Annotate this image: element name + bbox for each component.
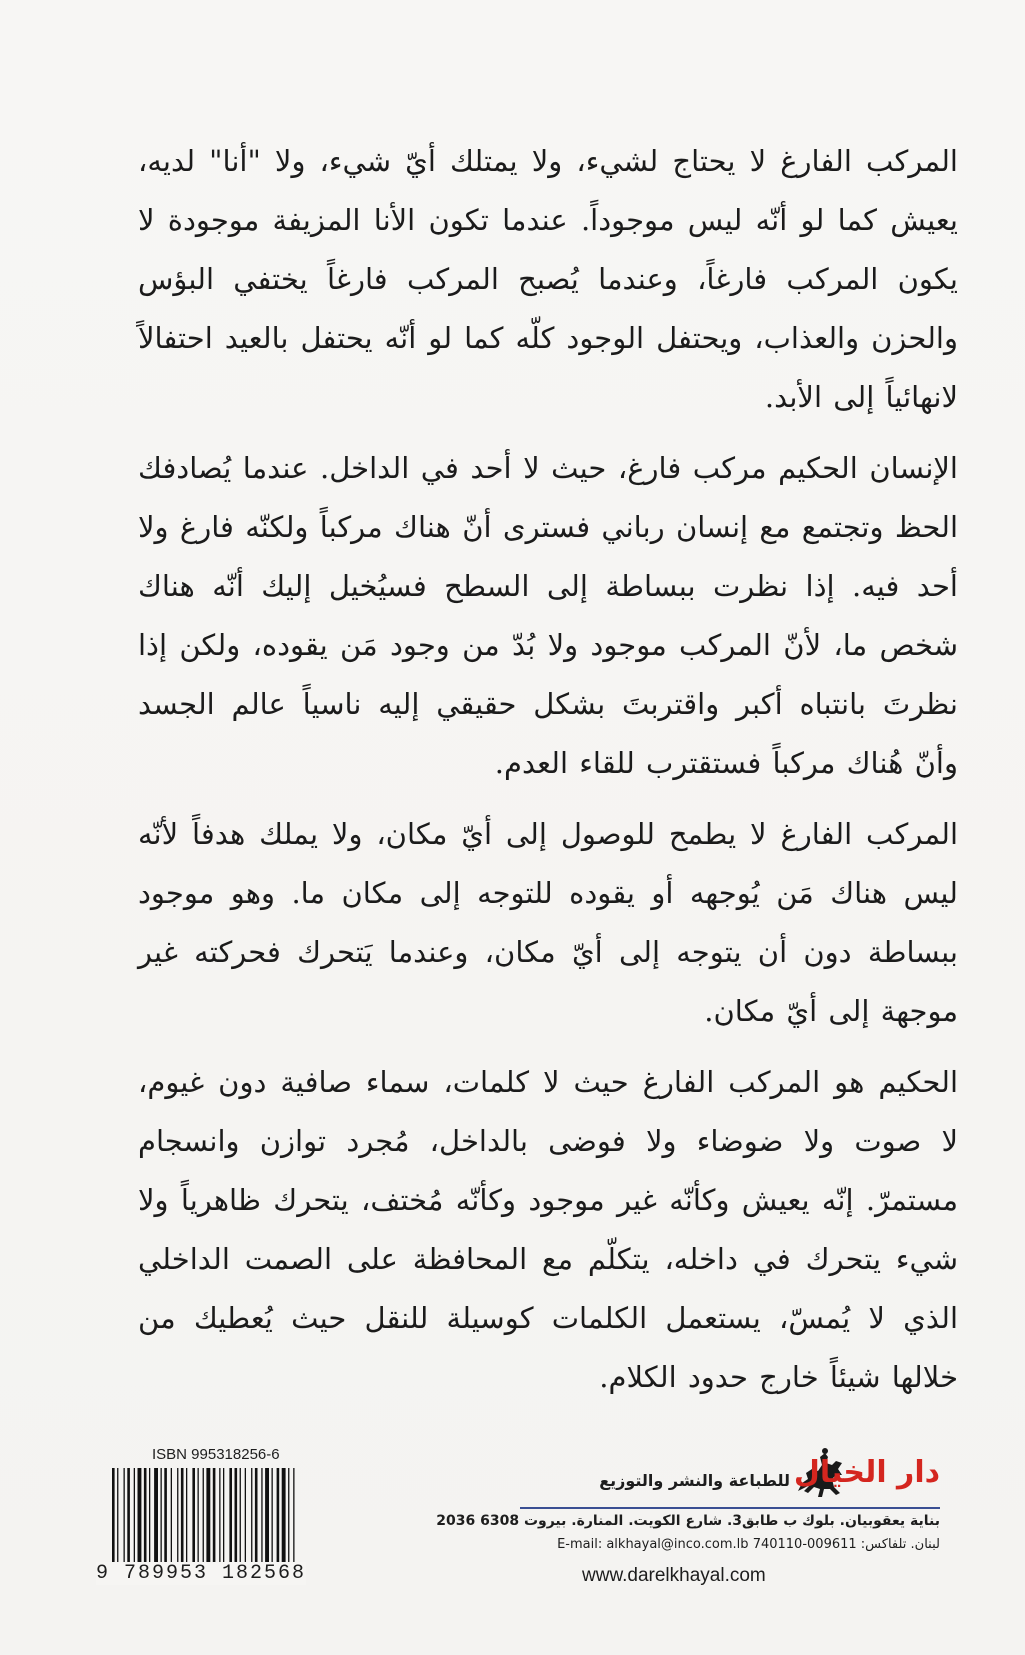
barcode-bar <box>277 1468 280 1568</box>
barcode-bar <box>124 1468 125 1568</box>
barcode-bar <box>261 1468 262 1568</box>
barcode-bar <box>282 1468 286 1568</box>
paragraph-3: المركب الفارغ لا يطمح للوصول إلى أيّ مكان، ولا يملك هدفاً لأنّه ليس هناك مَن يُوجهه أو يقوده للتوجه إلى مكان ما. وهو موجود ببساطة دون أن يتوجه إلى أيّ مكان، وعندما يَتحرك فحركته غير موجهة إلى أيّ مكان. <box>138 817 958 1028</box>
publisher-contact: لبنان. تلفاكس: 009611-740110 E-mail: alkhayal@inco.com.lb <box>557 1537 940 1552</box>
barcode-bar <box>219 1468 220 1568</box>
body-text <box>138 132 958 1421</box>
paragraph-2: الإنسان الحكيم مركب فارغ، حيث لا أحد في الداخل. عندما يُصادفك الحظ وتجتمع مع إنسان رباني فسترى أنّ هناك مركباً ولكنّه فارغ ولا أحد فيه. إذا نظرت ببساطة إلى السطح فسيُخيل إليك أنّه هناك شخص ما، لأنّ المركب موجود ولا بُدّ من وجود مَن يقوده، ولكن إذا نظرتَ بانتباه أكبر واقتربتَ بشكل حقيقي إليه ناسياً عالم الجسد وأنّ هُناك مركباً فستقترب للقاء العدم. <box>138 451 958 780</box>
publisher-divider <box>520 1507 940 1509</box>
barcode-bar <box>171 1468 172 1568</box>
isbn-label: ISBN 995318256-6 <box>152 1446 280 1463</box>
barcode-bar <box>144 1468 147 1568</box>
barcode-bar <box>181 1468 184 1568</box>
barcode-bar <box>198 1468 199 1568</box>
barcode-bar <box>164 1468 167 1568</box>
publisher-logo-text: دار الخيال <box>793 1455 940 1490</box>
barcode-bar <box>134 1468 135 1568</box>
barcode-bar <box>255 1468 258 1568</box>
barcode-digits: 9 789953 182568 <box>96 1562 307 1585</box>
barcode-bar <box>235 1468 238 1568</box>
barcode-bar <box>192 1468 195 1568</box>
barcode-bar <box>127 1468 130 1568</box>
barcode-bar <box>240 1468 241 1568</box>
barcode-bar <box>186 1468 187 1568</box>
barcode-bar <box>177 1468 178 1568</box>
publisher-address: بناية يعقوبيان. بلوك ب طابق3. شارع الكويت. المنارة. بيروت 6308 2036 <box>436 1513 940 1529</box>
barcode-bar <box>229 1468 232 1568</box>
barcode-bar <box>138 1468 142 1568</box>
publisher-block <box>436 1445 940 1595</box>
publisher-website[interactable]: www.darelkhayal.com <box>582 1565 766 1586</box>
barcode-bar <box>154 1468 158 1568</box>
barcode-bar <box>161 1468 162 1568</box>
barcode-bar <box>265 1468 269 1568</box>
paragraph-4: الحكيم هو المركب الفارغ حيث لا كلمات، سماء صافية دون غيوم، لا صوت ولا ضوضاء ولا فوضى بالداخل، مُجرد توازن وانسجام مستمرّ. إنّه يعيش وكأنّه غير موجود وكأنّه مُختف، يتحرك ظاهرياً ولا شيء يتحرك في داخله، يتكلّم مع المحافظة على الصمت الداخلي الذي لا يُمسّ، يستعمل الكلمات كوسيلة للنقل حيث يُعطيك من خلالها شيئاً خارج حدود الكلام. <box>138 1065 958 1394</box>
barcode-bar <box>251 1468 252 1568</box>
publisher-tagline: للطباعة والنشر والتوزيع <box>599 1471 790 1490</box>
barcode-bar <box>272 1468 273 1568</box>
isbn-barcode <box>96 1446 307 1596</box>
barcode-bar <box>223 1468 224 1568</box>
paragraph-1: المركب الفارغ لا يحتاج لشيء، ولا يمتلك أيّ شيء، ولا "أنا" لديه، يعيش كما لو أنّه ليس موجوداً. عندما تكون الأنا المزيفة موجودة لا يكون المركب فارغاً، وعندما يُصبح المركب فارغاً يختفي البؤس والحزن والعذاب، ويحتفل الوجود كلّه كما لو أنّه يحتفل بالعيد احتفالاً لانهائياً إلى الأبد. <box>138 144 958 414</box>
barcode-bar <box>149 1468 150 1568</box>
barcode-bar <box>213 1468 216 1568</box>
barcode-bar <box>245 1468 246 1568</box>
